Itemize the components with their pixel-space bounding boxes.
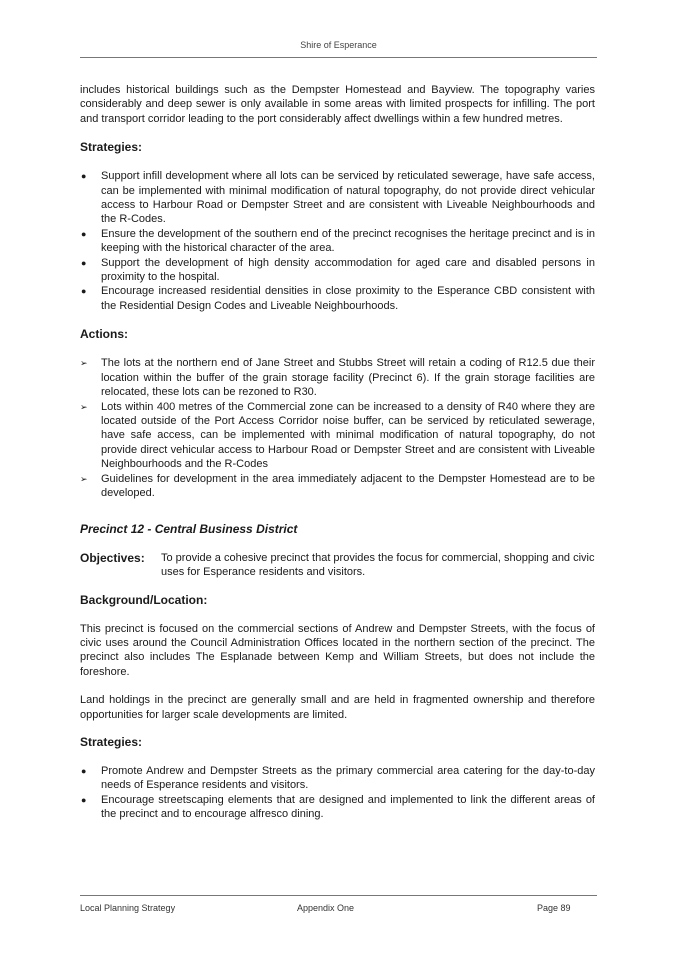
header-divider (80, 57, 597, 58)
footer-divider (80, 895, 597, 896)
list-item: ● Encourage increased residential densities in close proximity to the Esperance CBD consistent with the Residential Design Codes and Liveable Neighbourhoods. (81, 285, 595, 312)
page-header: Shire of Esperance (300, 40, 377, 50)
arrow-bullet-icon: ➢ (80, 358, 88, 369)
strategies-heading: Strategies: (80, 735, 143, 749)
actions-heading: Actions: (80, 327, 128, 342)
intro-paragraph: includes historical buildings such as the Dempster Homestead and Bayview. The topography varies considerably and deep sewer is only available in some areas with limited prospects for infilling. The port and transport corridor leading to the port considerably affect dwellings within a few hundred metres. (80, 84, 595, 125)
objectives-text: To provide a cohesive precinct that provides the focus for commercial, shopping and civic uses for Esperance residents and visitors. (161, 551, 595, 579)
bullet-icon: ● (81, 286, 87, 297)
objectives-block (80, 551, 595, 580)
precinct-12-title: Precinct 12 - Central Business District (80, 522, 298, 537)
background-paragraph: Land holdings in the precinct are generally small and are held in fragmented ownership and therefore opportunities for larger scale developments are limited. (80, 694, 595, 721)
background-paragraph: This precinct is focused on the commercial sections of Andrew and Dempster Streets, with the focus of civic uses around the Council Administration Offices located in the northern section of the precinct. The precinct also includes The Esplanade between Kemp and William Streets, but does not include the foreshore. (80, 622, 595, 678)
strategies-list (80, 169, 595, 313)
list-item: ● Promote Andrew and Dempster Streets as the primary commercial area catering for the day-to-day needs of Esperance residents and visitors. (81, 765, 595, 792)
strategies-list (80, 764, 595, 822)
footer-left: Local Planning Strategy (80, 903, 176, 913)
objectives-label: Objectives: (80, 550, 145, 565)
page-number: Page 89 (537, 903, 571, 913)
list-item: ● Support the development of high density accommodation for aged care and disabled persons in proximity to the hospital. (81, 256, 595, 284)
list-item: ➢ The lots at the northern end of Jane Street and Stubbs Street will retain a coding of R12.5 due their location within the buffer of the grain storage facility (Precinct 6). If the grain storage facilities are relocated, these lots can be rezoned to R30. (80, 357, 595, 399)
arrow-bullet-icon: ➢ (80, 473, 88, 484)
bullet-icon: ● (81, 171, 87, 182)
list-item: ● Ensure the development of the southern end of the precinct recognises the heritage precinct and is in keeping with the historical character of the area. (81, 227, 595, 255)
bullet-icon: ● (81, 257, 87, 268)
arrow-bullet-icon: ➢ (80, 401, 88, 412)
list-item: ● Support infill development where all lots can be serviced by reticulated sewerage, have safe access, can be implemented with minimal modification of natural topography, do not provide direct vehicular access to Harbour Road or Dempster Street and are consistent with Liveable Neighbourhoods and the R-Codes. (81, 170, 595, 226)
strategies-heading: Strategies: (80, 140, 143, 155)
bullet-icon: ● (81, 794, 87, 805)
list-item: ➢ Lots within 400 metres of the Commercial zone can be increased to a density of R40 where they are located outside of the Port Access Corridor noise buffer, can be serviced by reticulated sewerage, have safe access, can be implemented with minimal modification of natural topography, do not provide direct vehicular access to Harbour Road or Dempster Street and are consistent with Liveable Neighbourhoods and the R-Codes (80, 400, 595, 471)
list-item: ● Encourage streetscaping elements that are designed and implemented to link the different areas of the precinct and to encourage alfresco dining. (81, 793, 595, 821)
bullet-icon: ● (81, 766, 87, 776)
footer-center: Appendix One (297, 903, 355, 913)
page-content (80, 83, 595, 822)
bullet-icon: ● (81, 228, 87, 239)
background-heading: Background/Location: (80, 592, 208, 607)
actions-list (80, 356, 595, 500)
list-item: ➢ Guidelines for development in the area immediately adjacent to the Dempster Homestead are to be developed. (80, 472, 595, 499)
